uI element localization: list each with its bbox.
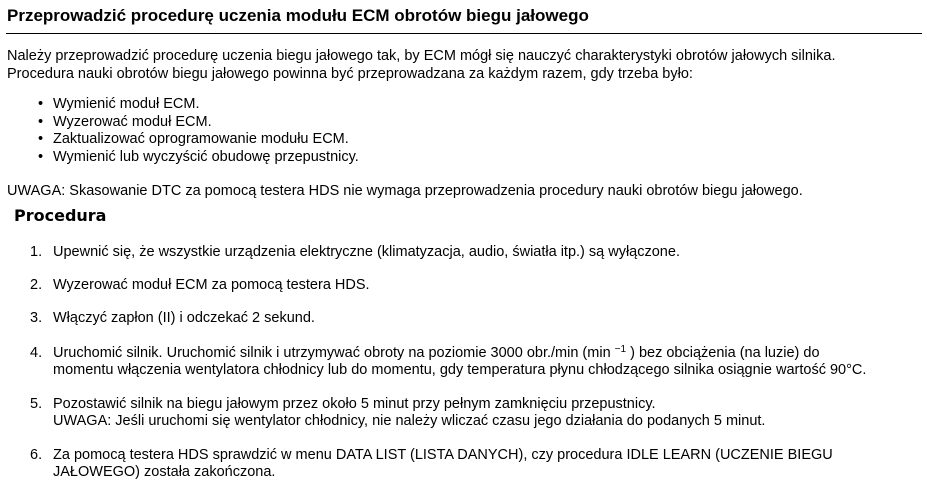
- step-text: [53, 310, 918, 327]
- step-line: Za pomocą testera HDS sprawdzić w menu DATA LIST (LISTA DANYCH), czy procedura IDLE LEARN (UCZENIE BIEGU: [53, 447, 833, 463]
- step-text: [53, 447, 918, 481]
- step-line-part: Uruchomić silnik. Uruchomić silnik i utrzymywać obroty na poziomie 3000 obr./min (min: [53, 345, 615, 361]
- step-number: 4.: [30, 345, 43, 361]
- step-line: Włączyć zapłon (II) i odczekać 2 sekund.: [53, 310, 315, 326]
- intro-line-2: Procedura nauki obrotów biegu jałowego powinna być przeprowadzana za każdym razem, gdy trzeba było:: [7, 66, 693, 82]
- step-number: 6.: [30, 447, 43, 463]
- intro-line-1: Należy przeprowadzić procedurę uczenia biegu jałowego tak, by ECM mógł się nauczyć charakterystyki obrotów jałowych silnika.: [7, 48, 836, 64]
- list-item: • Wymienić moduł ECM.: [0, 96, 359, 114]
- intro-paragraph: [7, 47, 836, 83]
- step-line: momentu włączenia wentylatora chłodnicy lub do momentu, gdy temperatura płynu chłodzącego silnika osiągnie wartość 90°C.: [53, 362, 867, 378]
- step-line: Upewnić się, że wszystkie urządzenia elektryczne (klimatyzacja, audio, światła itp.) są wyłączone.: [53, 244, 680, 260]
- step-text: [53, 345, 918, 379]
- conditions-list: [0, 96, 359, 166]
- step-number: 1.: [30, 244, 43, 260]
- title-divider: [6, 33, 922, 34]
- step-line: Wyzerować moduł ECM za pomocą testera HDS.: [53, 277, 370, 293]
- step-line: JAŁOWEGO) została zakończona.: [53, 464, 276, 480]
- exponent: −1: [614, 344, 627, 355]
- step-line-part: ) bez obciążenia (na luzie) do: [626, 345, 820, 361]
- procedure-heading: Procedura: [14, 206, 107, 225]
- list-item: • Wymienić lub wyczyścić obudowę przepustnicy.: [0, 149, 359, 167]
- step-text: [53, 244, 918, 261]
- list-item: • Wyzerować moduł ECM.: [0, 114, 359, 132]
- step-text: [53, 396, 918, 430]
- document-title: Przeprowadzić procedurę uczenia modułu ECM obrotów biegu jałowego: [7, 6, 589, 25]
- step-text: [53, 277, 918, 294]
- step-number: 2.: [30, 277, 43, 293]
- step-number: 3.: [30, 310, 43, 326]
- step-line: UWAGA: Jeśli uruchomi się wentylator chłodnicy, nie należy wliczać czasu jego działania do podanych 5 minut.: [53, 413, 766, 429]
- step-line: Pozostawić silnik na biegu jałowym przez około 5 minut przy pełnym zamknięciu przepustnicy.: [53, 396, 656, 412]
- step-number: 5.: [30, 396, 43, 412]
- note-text: UWAGA: Skasowanie DTC za pomocą testera HDS nie wymaga przeprowadzenia procedury nauki obrotów biegu jałowego.: [7, 183, 803, 199]
- list-item: • Zaktualizować oprogramowanie modułu ECM.: [0, 131, 359, 149]
- step-line: [53, 345, 918, 362]
